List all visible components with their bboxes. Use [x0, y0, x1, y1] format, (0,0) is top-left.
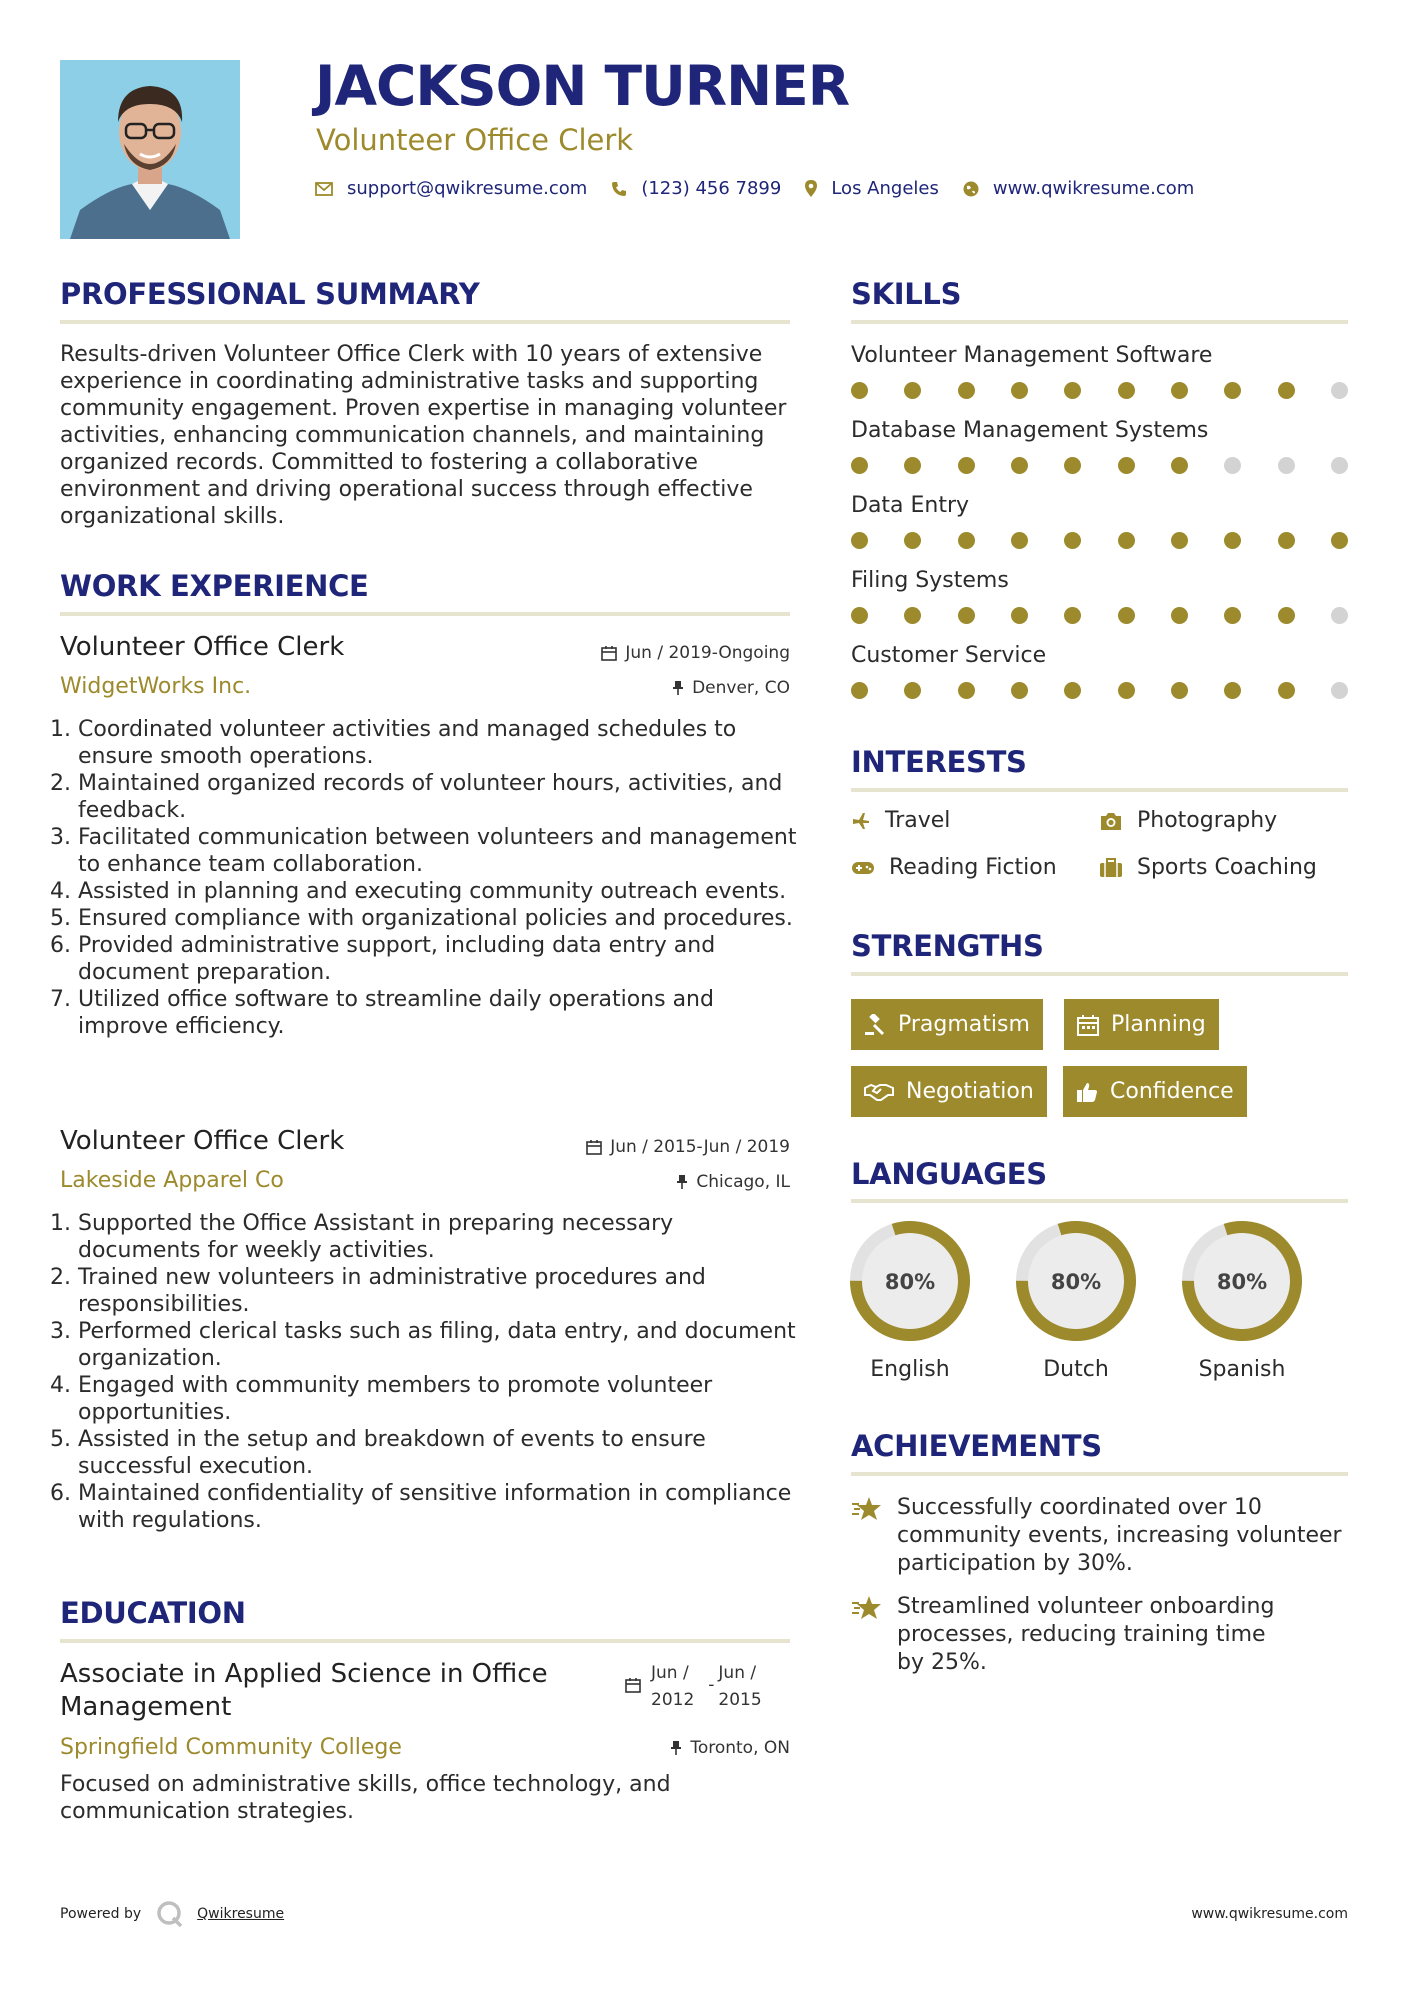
- rating-dot-filled: [851, 457, 868, 474]
- contact-location: [805, 178, 939, 199]
- achievements-heading: ACHIEVEMENTS: [851, 1429, 1102, 1463]
- achievement-text: Streamlined volunteer onboarding processes, reducing training time by 25%.: [897, 1594, 1275, 1675]
- rating-dot-filled: [1171, 682, 1188, 699]
- rating-dot-filled: [1064, 682, 1081, 699]
- powered-by-text: Powered by: [60, 1906, 142, 1922]
- thumbs-up-icon: [1076, 1081, 1098, 1103]
- job-dates: [601, 643, 790, 663]
- job-dates-text: Jun / 2015-Jun / 2019: [610, 1137, 790, 1157]
- skill-name: Database Management Systems: [851, 418, 1209, 443]
- location-text: Los Angeles: [831, 178, 939, 199]
- job-location: [672, 678, 790, 698]
- education-divider: [60, 1639, 790, 1643]
- edu-end-year: 2015: [718, 1690, 762, 1710]
- rating-dot-filled: [1224, 607, 1241, 624]
- interest-item: [851, 808, 950, 833]
- pin-icon: [676, 1174, 688, 1190]
- rating-dot-filled: [1224, 682, 1241, 699]
- globe-icon: [963, 181, 979, 197]
- list-item: 2. Trained new volunteers in administrative procedures and responsibilities.: [78, 1264, 800, 1318]
- brand-link[interactable]: Qwikresume: [197, 1906, 285, 1922]
- contact-row: [315, 178, 1218, 199]
- rating-dot-filled: [1011, 682, 1028, 699]
- rating-dot-filled: [1224, 382, 1241, 399]
- edu-date-separator: -: [708, 1675, 715, 1695]
- rating-dot-filled: [851, 532, 868, 549]
- pin-icon: [670, 1740, 682, 1756]
- list-item: 4. Engaged with community members to promote volunteer opportunities.: [78, 1372, 800, 1426]
- rating-dot-filled: [1011, 607, 1028, 624]
- list-item: 5. Ensured compliance with organizational policies and procedures.: [78, 905, 800, 932]
- rating-dot-empty: [1331, 457, 1348, 474]
- strength-label: Negotiation: [906, 1079, 1034, 1104]
- plane-icon: [851, 811, 871, 831]
- rating-dot-filled: [1064, 532, 1081, 549]
- rating-dot-filled: [958, 682, 975, 699]
- skill-rating: [851, 607, 1348, 625]
- school-name: Springfield Community College: [60, 1735, 402, 1760]
- list-item: 1. Coordinated volunteer activities and managed schedules to ensure smooth operations.: [78, 716, 800, 770]
- rating-dot-empty: [1331, 607, 1348, 624]
- summary-divider: [60, 320, 790, 324]
- rating-dot-filled: [1171, 532, 1188, 549]
- edu-start-month: Jun /: [651, 1663, 689, 1683]
- rating-dot-filled: [1118, 532, 1135, 549]
- calendar-icon: [1077, 1014, 1099, 1036]
- edu-start-year: 2012: [651, 1690, 695, 1710]
- strength-badge: [1063, 1066, 1247, 1117]
- language-gauge: [848, 1219, 978, 1349]
- rating-dot-filled: [1118, 682, 1135, 699]
- rating-dot-filled: [1011, 457, 1028, 474]
- skill-name: Filing Systems: [851, 568, 1009, 593]
- website-text: www.qwikresume.com: [992, 178, 1195, 199]
- contact-phone[interactable]: [611, 178, 781, 199]
- rating-dot-filled: [1171, 382, 1188, 399]
- camera-icon: [1099, 811, 1123, 831]
- strength-label: Confidence: [1110, 1079, 1234, 1104]
- education-heading: EDUCATION: [60, 1596, 246, 1630]
- list-item: 4. Assisted in planning and executing community outreach events.: [78, 878, 800, 905]
- rating-dot-filled: [1224, 532, 1241, 549]
- achievement-item: [851, 1494, 1348, 1578]
- job-title: Volunteer Office Clerk: [60, 1126, 345, 1156]
- rating-dot-filled: [851, 682, 868, 699]
- job-location-text: Denver, CO: [692, 678, 790, 698]
- strength-badge: [851, 999, 1043, 1050]
- language-percent: 80%: [884, 1270, 936, 1294]
- rating-dot-filled: [1171, 607, 1188, 624]
- list-item: 6. Maintained confidentiality of sensitive information in compliance with regulations.: [78, 1480, 800, 1534]
- list-item: 5. Assisted in the setup and breakdown of events to ensure successful execution.: [78, 1426, 800, 1480]
- star-icon: [851, 1496, 883, 1522]
- education-location: [670, 1738, 790, 1758]
- rating-dot-filled: [1278, 382, 1295, 399]
- rating-dot-filled: [958, 532, 975, 549]
- rating-dot-filled: [1278, 607, 1295, 624]
- job-bullets: [60, 716, 800, 1040]
- rating-dot-empty: [1278, 457, 1295, 474]
- rating-dot-filled: [1118, 457, 1135, 474]
- rating-dot-filled: [851, 607, 868, 624]
- skill-name: Customer Service: [851, 643, 1047, 668]
- interest-item: [1099, 855, 1317, 880]
- rating-dot-empty: [1331, 382, 1348, 399]
- company-name: Lakeside Apparel Co: [60, 1168, 284, 1193]
- achievement-text: Successfully coordinated over 10 community events, increasing volunteer participation by 30%.: [897, 1495, 1342, 1576]
- rating-dot-filled: [958, 607, 975, 624]
- interest-label: Sports Coaching: [1137, 855, 1317, 880]
- strengths-divider: [851, 972, 1348, 976]
- work-heading: WORK EXPERIENCE: [60, 569, 369, 603]
- list-item: 2. Maintained organized records of volunteer hours, activities, and feedback.: [78, 770, 800, 824]
- rating-dot-filled: [1064, 382, 1081, 399]
- rating-dot-filled: [851, 382, 868, 399]
- job-location-text: Chicago, IL: [696, 1172, 790, 1192]
- pin-icon: [672, 680, 684, 696]
- rating-dot-filled: [904, 682, 921, 699]
- skills-divider: [851, 320, 1348, 324]
- rating-dot-filled: [1011, 532, 1028, 549]
- footer-site[interactable]: www.qwikresume.com: [1191, 1906, 1348, 1922]
- map-marker-icon: [805, 180, 817, 197]
- skill-rating: [851, 682, 1348, 700]
- rating-dot-filled: [904, 457, 921, 474]
- list-item: 7. Utilized office software to streamline daily operations and improve efficiency.: [78, 986, 800, 1040]
- rating-dot-filled: [1278, 682, 1295, 699]
- rating-dot-filled: [1064, 607, 1081, 624]
- contact-email[interactable]: [315, 178, 587, 199]
- envelope-icon: [315, 182, 333, 196]
- language-percent: 80%: [1050, 1270, 1102, 1294]
- job-title: Volunteer Office Clerk: [60, 632, 345, 662]
- skills-heading: SKILLS: [851, 277, 962, 311]
- rating-dot-filled: [1011, 382, 1028, 399]
- skill-rating: [851, 532, 1348, 550]
- interest-label: Travel: [885, 808, 951, 833]
- interest-label: Reading Fiction: [889, 855, 1057, 880]
- footer-powered-by: [60, 1899, 284, 1929]
- interests-heading: INTERESTS: [851, 745, 1027, 779]
- calendar-icon: [601, 645, 617, 661]
- work-divider: [60, 612, 790, 616]
- job-location: [676, 1172, 790, 1192]
- rating-dot-filled: [1278, 532, 1295, 549]
- languages-divider: [851, 1199, 1348, 1203]
- list-item: 3. Performed clerical tasks such as filing, data entry, and document organization.: [78, 1318, 800, 1372]
- strength-label: Planning: [1111, 1012, 1206, 1037]
- languages-heading: LANGUAGES: [851, 1157, 1047, 1191]
- rating-dot-filled: [1064, 457, 1081, 474]
- rating-dot-filled: [904, 532, 921, 549]
- job-dates: [586, 1137, 790, 1157]
- interests-divider: [851, 788, 1348, 792]
- strength-label: Pragmatism: [898, 1012, 1030, 1037]
- achievement-item: [851, 1593, 1291, 1677]
- gavel-icon: [864, 1014, 886, 1036]
- strengths-heading: STRENGTHS: [851, 929, 1044, 963]
- education-dates: [625, 1660, 762, 1714]
- language-gauge: [1014, 1219, 1144, 1349]
- interest-item: [1099, 808, 1277, 833]
- profile-photo: [60, 60, 240, 239]
- candidate-title: Volunteer Office Clerk: [316, 123, 634, 157]
- strength-badge: [1064, 999, 1219, 1050]
- language-gauge: [1180, 1219, 1310, 1349]
- handshake-icon: [864, 1082, 894, 1102]
- summary-heading: PROFESSIONAL SUMMARY: [60, 277, 480, 311]
- calendar-icon: [625, 1677, 641, 1693]
- rating-dot-filled: [1171, 457, 1188, 474]
- job-bullets: [60, 1210, 800, 1534]
- skill-name: Volunteer Management Software: [851, 343, 1213, 368]
- candidate-name: JACKSON TURNER: [315, 54, 850, 118]
- interest-item: [851, 855, 1057, 880]
- degree-title: Associate in Applied Science in Office Management: [60, 1659, 548, 1722]
- star-icon: [851, 1595, 883, 1621]
- rating-dot-filled: [904, 382, 921, 399]
- language-name: Spanish: [1198, 1357, 1286, 1382]
- phone-icon: [611, 181, 627, 197]
- calendar-icon: [586, 1139, 602, 1155]
- skill-rating: [851, 457, 1348, 475]
- gamepad-icon: [851, 860, 875, 876]
- achievements-divider: [851, 1472, 1348, 1476]
- language-name: Dutch: [1043, 1357, 1109, 1382]
- language-percent: 80%: [1216, 1270, 1268, 1294]
- qwikresume-logo-icon: [155, 1899, 185, 1929]
- rating-dot-filled: [958, 382, 975, 399]
- rating-dot-empty: [1331, 682, 1348, 699]
- phone-text: (123) 456 7899: [641, 178, 782, 199]
- company-name: WidgetWorks Inc.: [60, 674, 252, 699]
- list-item: 6. Provided administrative support, including data entry and document preparation.: [78, 932, 800, 986]
- list-item: 3. Facilitated communication between volunteers and management to enhance team collaboration.: [78, 824, 800, 878]
- rating-dot-filled: [904, 607, 921, 624]
- rating-dot-filled: [958, 457, 975, 474]
- job-dates-text: Jun / 2019-Ongoing: [625, 643, 790, 663]
- skill-name: Data Entry: [851, 493, 970, 518]
- language-name: English: [870, 1357, 950, 1382]
- interest-label: Photography: [1137, 808, 1278, 833]
- strength-badge: [851, 1066, 1047, 1117]
- contact-website[interactable]: [963, 178, 1194, 199]
- suitcase-icon: [1099, 858, 1123, 878]
- email-text: support@qwikresume.com: [347, 178, 588, 199]
- education-location-text: Toronto, ON: [690, 1738, 790, 1758]
- summary-text: Results-driven Volunteer Office Clerk with 10 years of extensive experience in coordinating administrative tasks and supporting community engagement. Proven expertise in managing volunteer activities, enhancing communication channels, and maintaining organized records. Committed to fostering a collaborative environment and driving operational success through effective organizational skills.: [60, 342, 787, 529]
- list-item: 1. Supported the Office Assistant in preparing necessary documents for weekly activities.: [78, 1210, 800, 1264]
- skill-rating: [851, 382, 1348, 400]
- rating-dot-filled: [1118, 382, 1135, 399]
- education-description: Focused on administrative skills, office technology, and communication strategies.: [60, 1772, 671, 1824]
- edu-end-month: Jun /: [718, 1663, 757, 1683]
- rating-dot-filled: [1118, 607, 1135, 624]
- rating-dot-empty: [1224, 457, 1241, 474]
- rating-dot-filled: [1331, 532, 1348, 549]
